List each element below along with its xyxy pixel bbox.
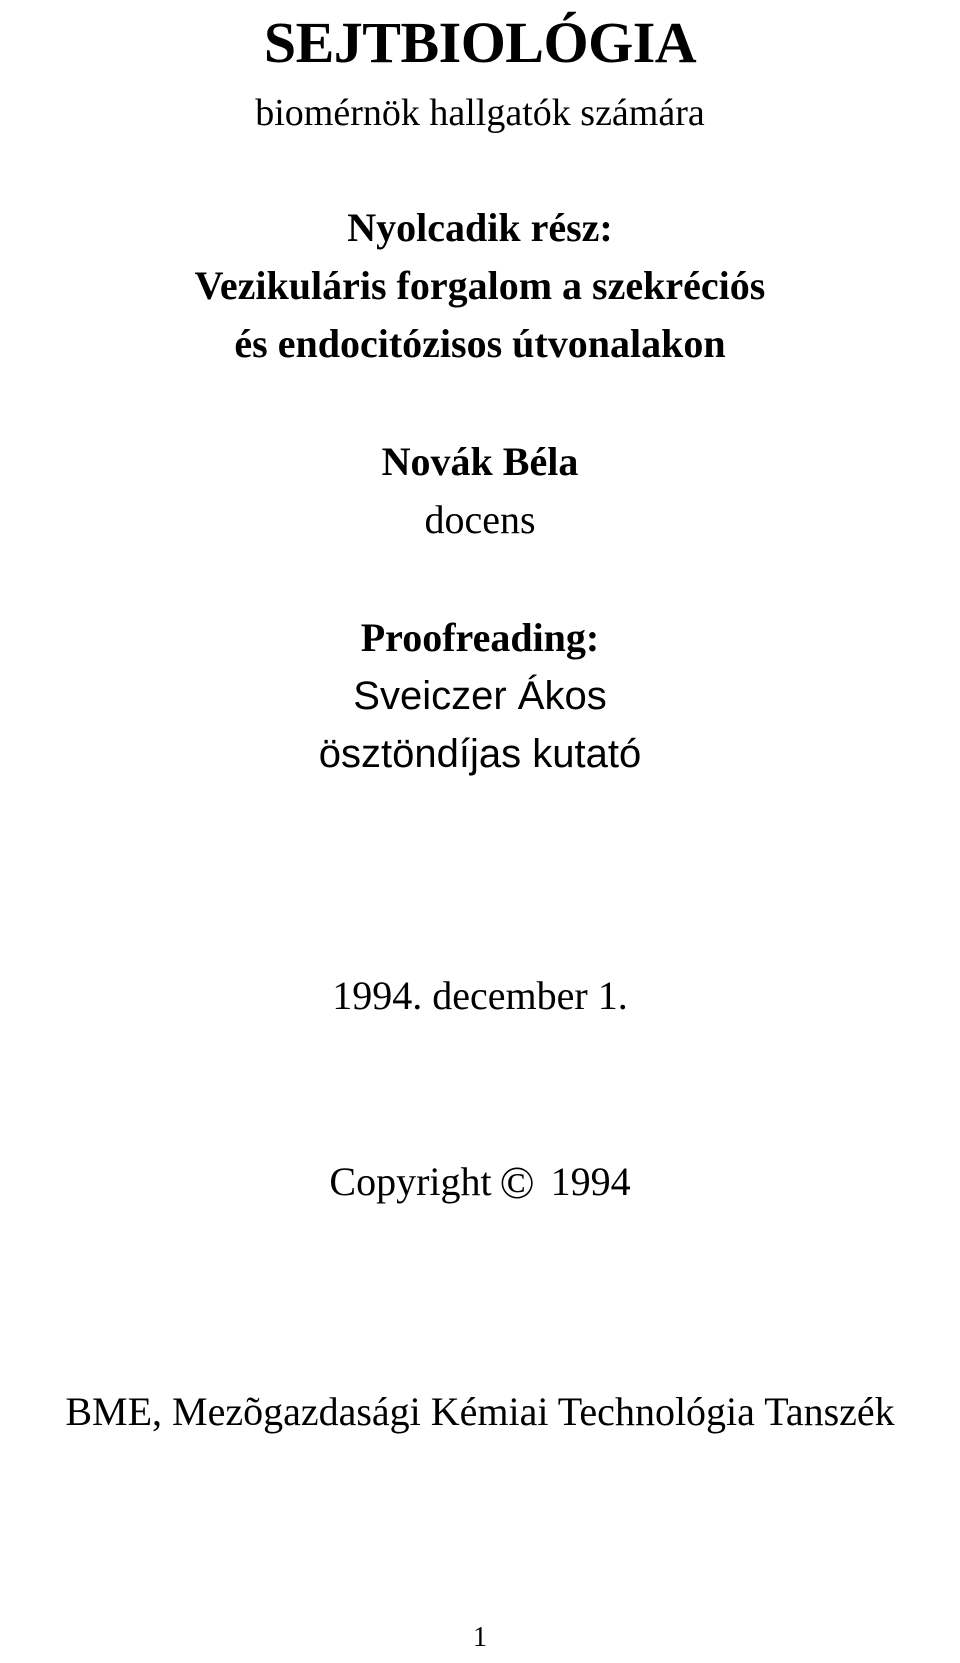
document-title: SEJTBIOLÓGIA	[263, 10, 697, 75]
part-heading: Nyolcadik rész:	[347, 205, 613, 250]
part-title-line-2: és endocitózisos útvonalakon	[234, 321, 726, 366]
document-subtitle: biomérnök hallgatók számára	[255, 92, 705, 134]
copyright-label: Copyright	[329, 1159, 492, 1204]
document-date: 1994. december 1.	[332, 973, 628, 1018]
copyright-line	[0, 1157, 960, 1208]
copyright-year: 1994	[550, 1159, 631, 1204]
proofreader-name: Sveiczer Ákos	[353, 674, 607, 718]
proofreader-role: ösztöndíjas kutató	[318, 732, 642, 776]
part-title-line-1: Vezikuláris forgalom a szekréciós	[194, 263, 766, 308]
copyright-symbol: ©	[499, 1157, 535, 1208]
page-number: 1	[473, 1622, 487, 1653]
author-role: docens	[424, 497, 536, 542]
proofreading-label: Proofreading:	[360, 615, 600, 660]
author-name: Novák Béla	[381, 439, 579, 484]
department-name: BME, Mezõgazdasági Kémiai Technológia Tanszék	[65, 1389, 895, 1434]
